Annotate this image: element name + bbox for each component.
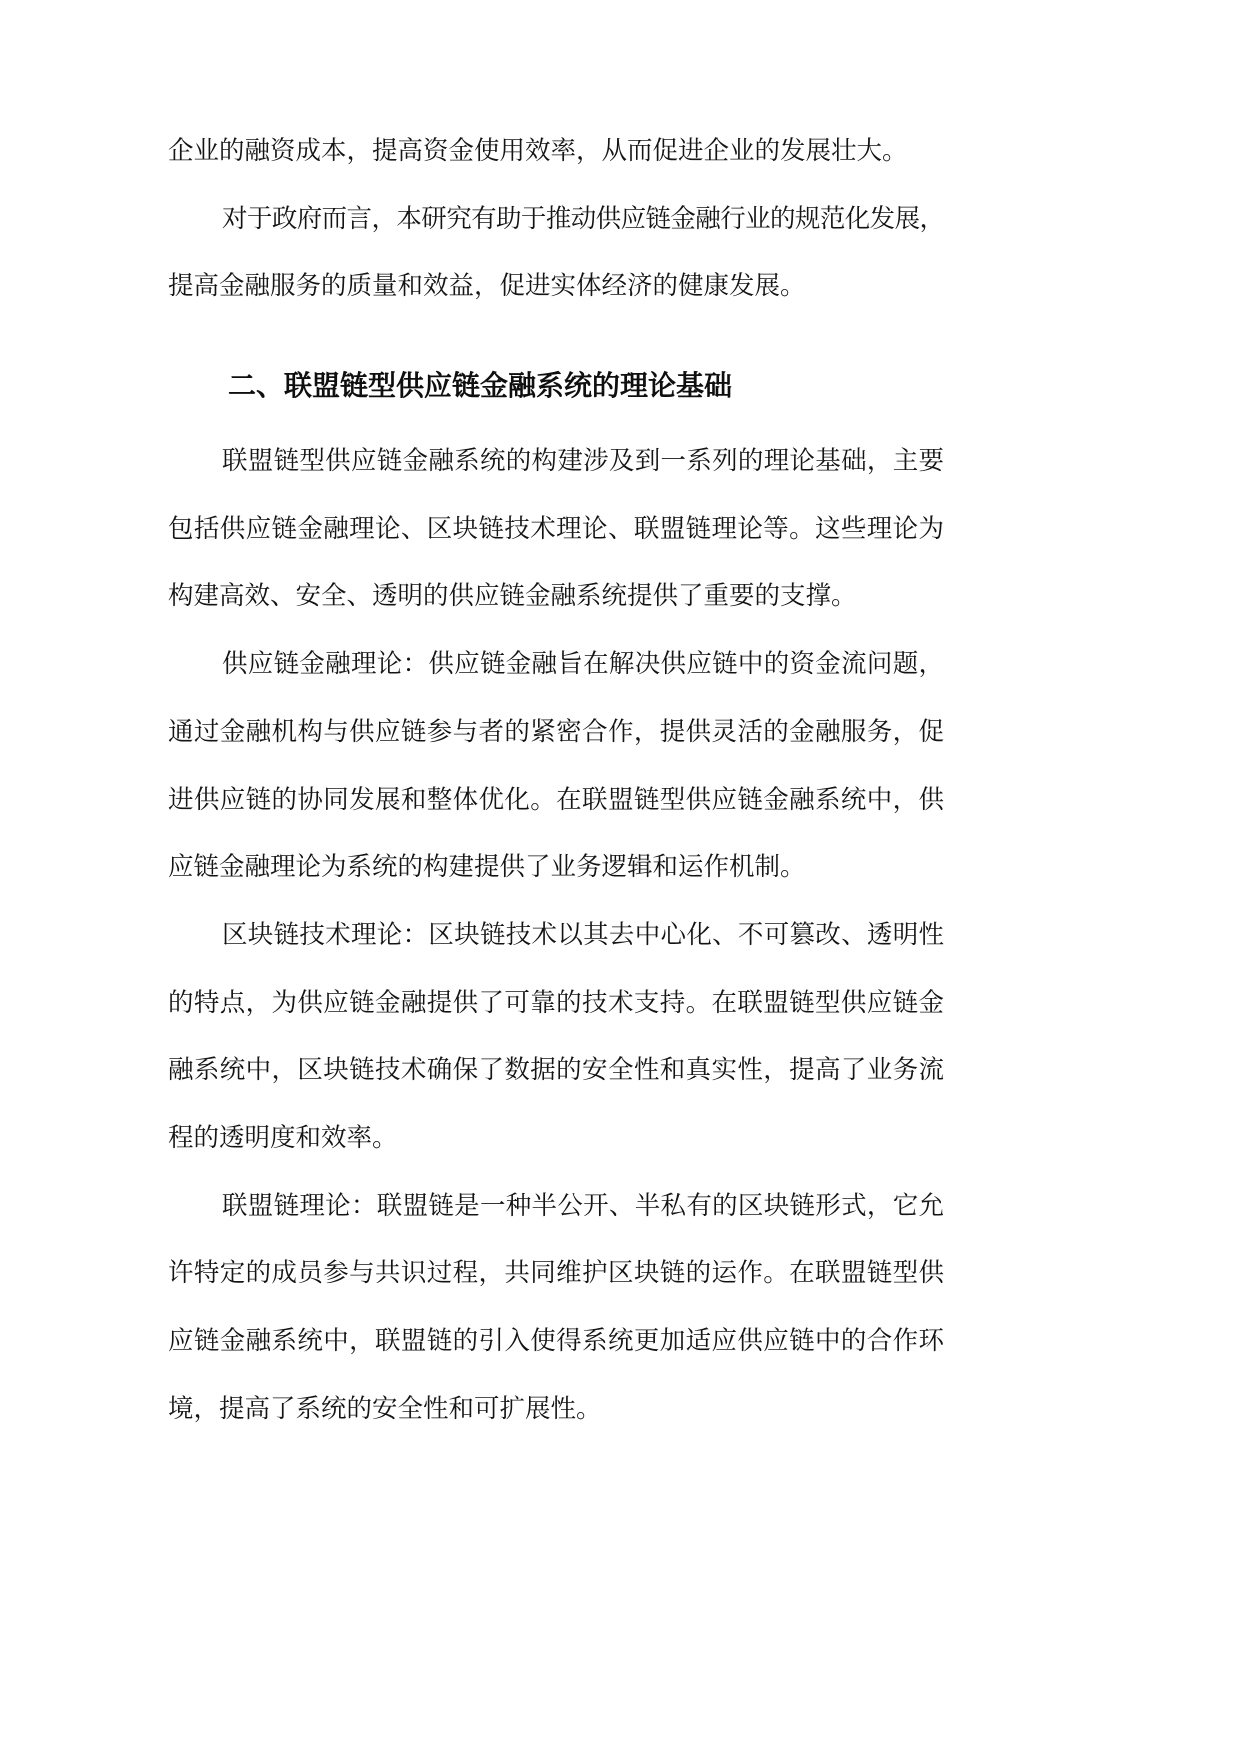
text-line: 构建高效、安全、透明的供应链金融系统提供了重要的支撑。: [168, 581, 857, 612]
paragraph-government: [168, 186, 944, 321]
text-line: 进供应链的协同发展和整体优化。在联盟链型供应链金融系统中，供: [168, 784, 944, 815]
paragraph-section-intro: [168, 428, 944, 631]
paragraph-consortium-chain-theory: [168, 1173, 944, 1444]
text-line: 程的透明度和效率。: [168, 1122, 398, 1153]
section-heading: 二、联盟链型供应链金融系统的理论基础: [228, 369, 733, 403]
paragraph-continuation: [168, 118, 944, 186]
text-line: 融系统中，区块链技术确保了数据的安全性和真实性，提高了业务流: [168, 1055, 944, 1086]
text-line: 联盟链理论：联盟链是一种半公开、半私有的区块链形式，它允: [222, 1190, 944, 1221]
text-line: 包括供应链金融理论、区块链技术理论、联盟链理论等。这些理论为: [168, 513, 944, 544]
text-line: 境，提高了系统的安全性和可扩展性。: [168, 1393, 602, 1424]
text-line: 的特点，为供应链金融提供了可靠的技术支持。在联盟链型供应链金: [168, 987, 944, 1018]
text-line: 供应链金融理论：供应链金融旨在解决供应链中的资金流问题，: [222, 649, 944, 680]
text-line: 区块链技术理论：区块链技术以其去中心化、不可篡改、透明性: [222, 919, 944, 950]
paragraph-blockchain-theory: [168, 902, 944, 1173]
page-body: [168, 118, 944, 1443]
text-line: 通过金融机构与供应链参与者的紧密合作，提供灵活的金融服务，促: [168, 716, 944, 747]
text-line: 联盟链型供应链金融系统的构建涉及到一系列的理论基础，主要: [222, 446, 944, 477]
paragraph-supply-chain-finance-theory: [168, 631, 944, 902]
text-line: 提高金融服务的质量和效益，促进实体经济的健康发展。: [168, 271, 806, 302]
text-line: 应链金融理论为系统的构建提供了业务逻辑和运作机制。: [168, 852, 806, 883]
text-line: 企业的融资成本，提高资金使用效率，从而促进企业的发展壮大。: [168, 136, 908, 166]
text-line: 许特定的成员参与共识过程，共同维护区块链的运作。在联盟链型供: [168, 1258, 944, 1289]
text-line: 对于政府而言，本研究有助于推动供应链金融行业的规范化发展，: [222, 203, 944, 234]
text-line: 应链金融系统中，联盟链的引入使得系统更加适应供应链中的合作环: [168, 1326, 944, 1356]
